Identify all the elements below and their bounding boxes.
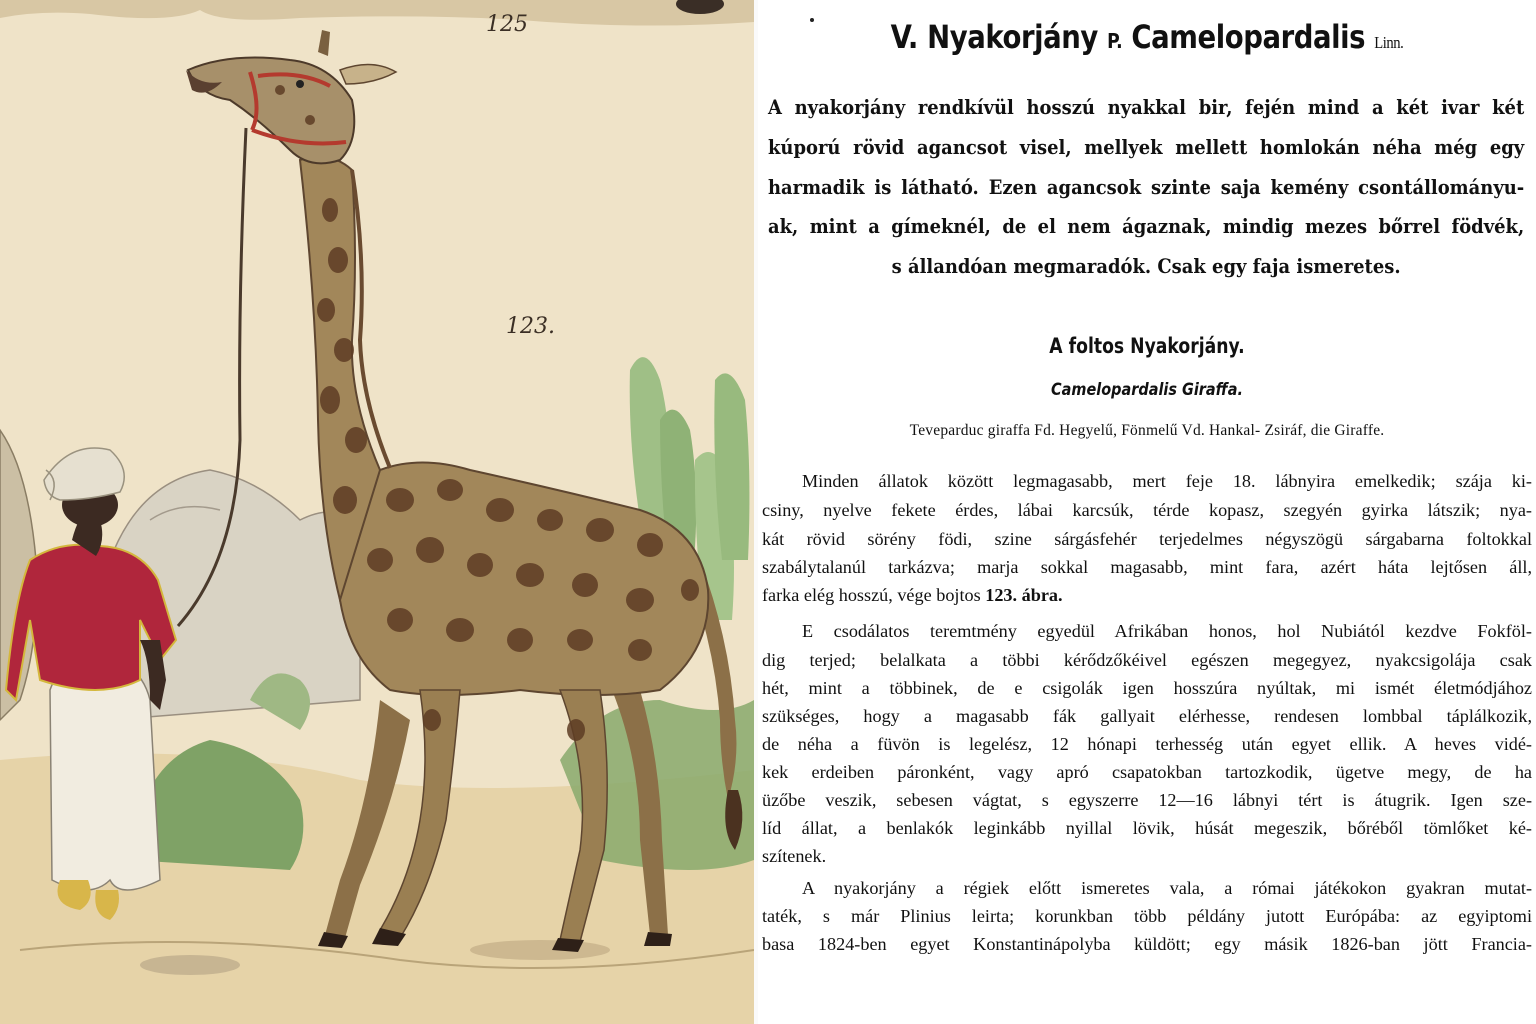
body-line: kát rövid sörény födi, szine sárgásfehér terjedelmes négyszögü sárgabarna foltokkal [762,529,1532,549]
body-line [762,581,1532,610]
body-line: de néha a füvön is legelész, 12 hónapi terhesség után egyet ellik. A heves vidé- [762,734,1532,754]
body-line: líd állat, a benlakók leginkább nyillal lövik, húsát megeszik, bőréből tömlőket ké- [762,818,1532,838]
illustration-plate [0,0,754,1024]
title-main: V. Nyakorjány [890,18,1098,56]
intro-line-5: s állandóan megmaradók. Csak egy faja ismeretes. [891,255,1401,278]
body-line-text: farka elég hosszú, vége bojtos [762,585,981,605]
body-line: kek erdeiben páronként, vagy apró csapatokban tartozkodik, ügetve megy, de ha [762,762,1532,782]
species-synonyms: Teveparduc giraffa Fd. Hegyelű, Fönmelű Vd. Hankal- Zsiráf, die Giraffe. [909,422,1385,439]
page-title [812,18,1481,56]
species-latin: Camelopardalis Giraffa. [1051,380,1243,400]
intro-line-2: kúporú rövid agancsot visel, mellyek mellett homlokán néha még egy [768,136,1525,159]
intro-line-1: A nyakorjány rendkívül hosszú nyakkal bir, fején mind a két ivar két [768,96,1525,119]
body-line: üzőbe veszik, sebesen vágtat, s egyszerre 12—16 lábnyi tért is átugrik. Igen sze- [762,790,1532,810]
body-line: csiny, nyelve fekete érdes, lábai karcsúk, térde kopasz, szegyén gyirka látszik; nya- [762,500,1532,520]
title-author: Linn. [1374,33,1404,52]
body-line: Minden állatok között legmagasabb, mert feje 18. lábnyira emelkedik; szája ki- [802,471,1532,491]
title-latin: Camelopardalis [1131,18,1366,56]
body-line: szabálytalanúl tarkázva; marja sokkal magasabb, mint fara, azért háta lejtősen áll, [762,557,1532,577]
body-line: taték, s már Plinius leirta; korunkban több példány jutott Európába: az egyiptomi [762,906,1532,926]
figure-reference: 123. ábra. [985,585,1063,605]
species-name: A foltos Nyakorjány. [1049,334,1245,358]
body-line: E csodálatos teremtmény egyedül Afrikában honos, hol Nubiától kezdve Fokföl- [802,621,1532,641]
title-mid: P. [1107,29,1123,53]
body-line: szükséges, hogy a magasabb fák gallyait elérhesse, rendesen lombbal táplálkozik, [762,706,1532,726]
plate-number-125: 125 [486,12,528,37]
body-line: hét, mint a többinek, de e csigolák igen hosszúra nyúltak, mi ismét életmódjához [762,678,1532,698]
body-line: szítenek. [762,846,827,866]
plate-number-123: 123. [506,314,555,339]
intro-line-4: ak, mint a gímeknél, de el nem ágaznak, mindig mezes bőrrel födvék, [768,215,1525,238]
giraffe-illustration [0,0,754,1024]
body-line: A nyakorjány a régiek előtt ismeretes vala, a római játékokon gyakran mutat- [802,878,1532,898]
intro-line-3: harmadik is látható. Ezen agancsok szinte saja kemény csontállományu- [768,176,1525,199]
body-line: basa 1824-ben egyet Konstantinápolyba küldött; egy másik 1826-ban jött Francia- [762,934,1532,954]
text-page [758,0,1536,1024]
body-line: dig terjed; belalkata a többi kérődzőkéivel egészen megegyez, nyakcsigolája csak [762,650,1532,670]
